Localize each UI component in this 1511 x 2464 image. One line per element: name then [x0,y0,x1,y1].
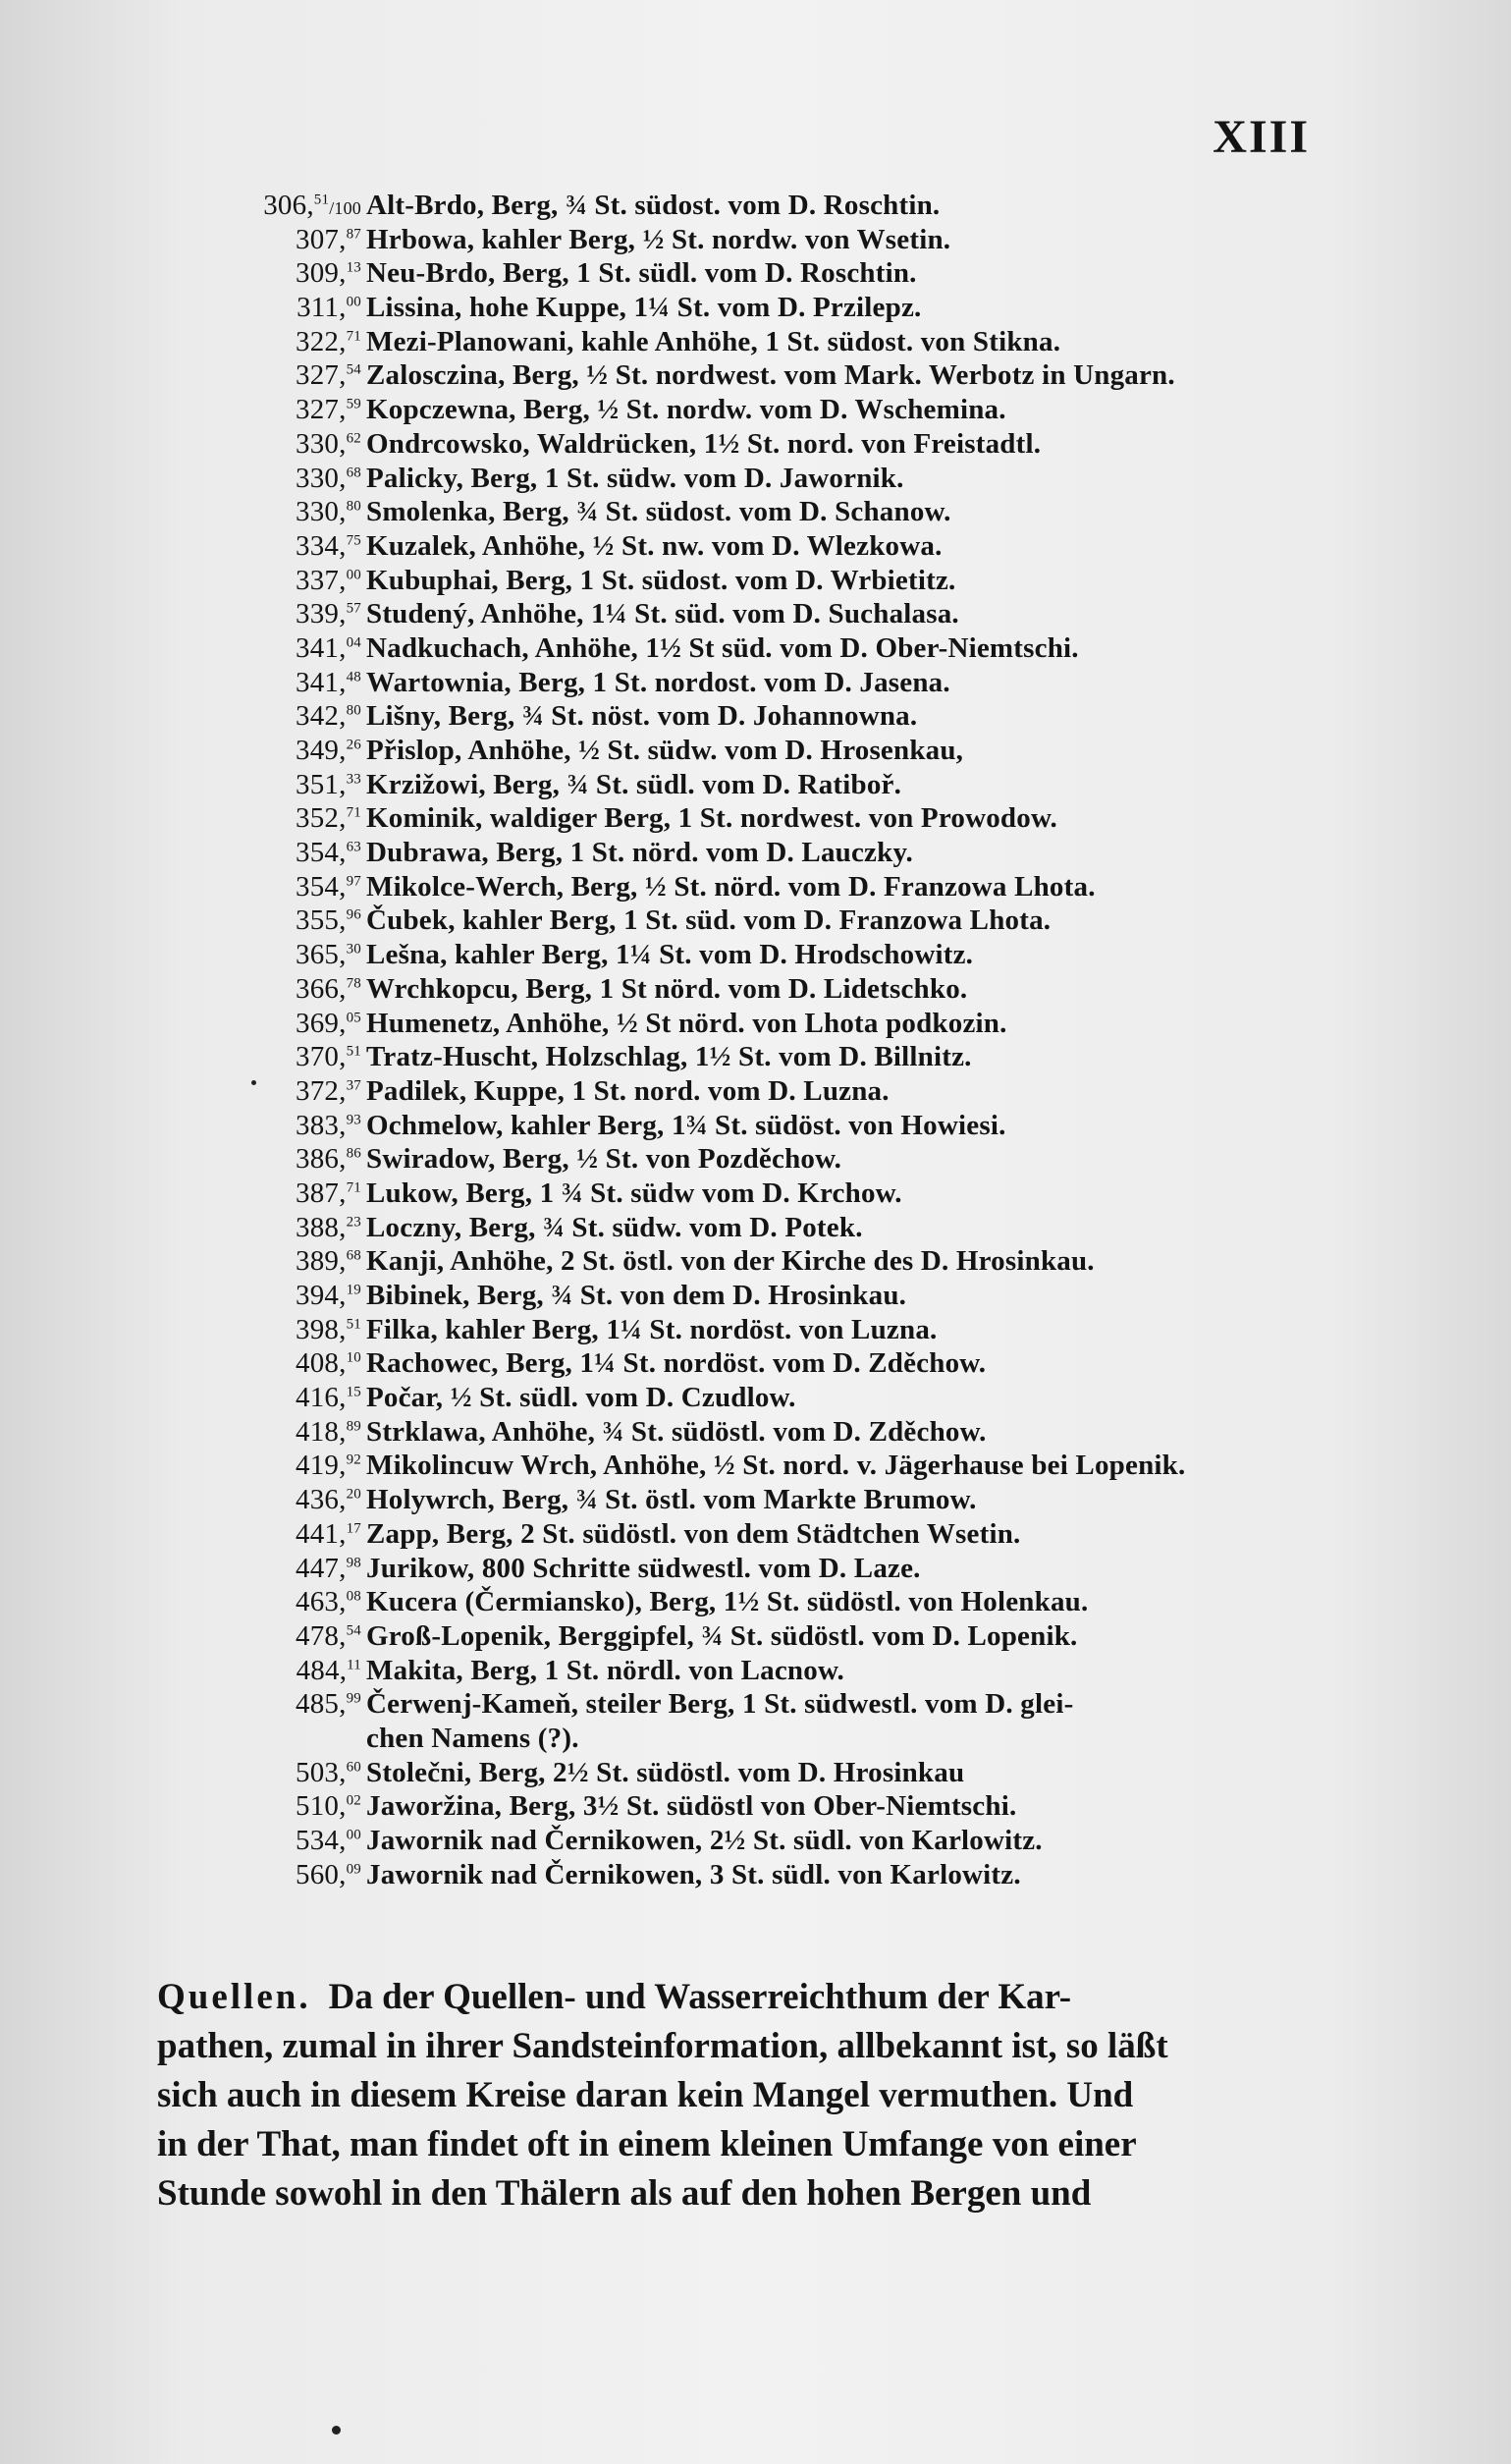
prose-line: in der That, man findet oft in einem kleinen Umfange von einer [157,2124,1137,2164]
mountain-description: Makita, Berg, 1 St. nördl. von Lacnow. [366,1654,844,1686]
height-entry [234,1585,1333,1619]
height-decimal: 54 [346,361,361,378]
height-value: 463,08 [296,1586,361,1618]
height-value: 370,51 [296,1041,361,1073]
prose-line-text: Da der Quellen- und Wasserreichthum der Kar- [328,1977,1072,2017]
mountain-description: Bibinek, Berg, ¾ St. von dem D. Hrosinkau. [366,1280,907,1311]
height-value: 369,05 [296,1007,361,1039]
height-value: 327,54 [296,359,361,392]
height-value: 416,15 [296,1382,361,1414]
ink-speck [332,2426,341,2435]
mountain-description: Zalosczina, Berg, ½ St. nordwest. vom Mark. Werbotz in Ungarn. [366,359,1175,392]
mountain-description: Jaworžina, Berg, 3½ St. südöstl von Ober-Niemtschi. [366,1790,1017,1823]
height-entry [234,870,1333,904]
height-value: 351,33 [296,768,361,800]
mountain-description: Alt-Brdo, Berg, ¾ St. südost. vom D. Roschtin. [366,190,941,221]
mountain-description: Dubrawa, Berg, 1 St. nörd. vom D. Lauczky. [366,837,914,869]
height-decimal: 78 [346,975,361,992]
height-value: 560,09 [296,1858,361,1890]
mountain-description: Ochmelow, kahler Berg, 1¾ St. südöst. von Howiesi. [366,1109,1006,1141]
mountain-description: Smolenka, Berg, ¾ St. südost. vom D. Schanow. [366,496,951,528]
mountain-description: Humenetz, Anhöhe, ½ St nörd. von Lhota podkozin. [366,1007,1007,1039]
mountain-description: Lešna, kahler Berg, 1¼ St. vom D. Hrodschowitz. [366,939,974,971]
height-value: 334,75 [296,529,361,562]
height-value: 484,11 [296,1654,361,1686]
mountain-description: Padilek, Kuppe, 1 St. nord. vom D. Luzna. [366,1074,890,1107]
height-decimal: 92 [346,1451,361,1468]
height-decimal: 00 [346,566,361,582]
prose-line: sich auch in diesem Kreise daran kein Mangel vermuthen. Und [157,2075,1134,2115]
height-decimal: 98 [346,1554,361,1570]
height-decimal: 63 [346,839,361,855]
height-decimal: 89 [346,1418,361,1435]
height-decimal: 05 [346,1009,361,1025]
height-list [234,189,1333,1891]
mountain-description: Mezi-Planowani, kahle Anhöhe, 1 St. südost. von Stikna. [366,325,1061,357]
mountain-description: Studený, Anhöhe, 1¼ St. süd. vom D. Suchalasa. [366,598,959,630]
height-entry [234,1824,1333,1858]
mountain-description: Lissina, hohe Kuppe, 1¼ St. vom D. Przilepz. [366,292,922,324]
height-decimal: 23 [346,1213,361,1230]
height-entry [234,189,1333,223]
height-decimal: 54 [346,1622,361,1639]
ink-speck [251,1080,256,1085]
height-value: 327,59 [296,394,361,426]
height-decimal: 09 [346,1861,361,1878]
height-value: 503,60 [296,1756,361,1788]
section-heading-quellen: Quellen. [157,1977,311,2017]
mountain-description: Čubek, kahler Berg, 1 St. süd. vom D. Franzowa Lhota. [366,904,1052,937]
prose-line [157,1973,1296,2022]
height-value: 388,23 [296,1211,361,1243]
mountain-description: Jurikow, 800 Schritte südwestl. vom D. Laze. [366,1552,921,1584]
height-decimal: 62 [346,430,361,447]
height-entry [234,256,1333,291]
height-entry [234,1074,1333,1109]
mountain-description: Kanji, Anhöhe, 2 St. östl. von der Kirche des D. Hrosinkau. [366,1245,1095,1278]
mountain-description: Kucera (Čermiansko), Berg, 1½ St. südöstl. von Holenkau. [366,1586,1089,1618]
height-entry [234,1654,1333,1688]
height-value: 394,19 [296,1280,361,1311]
height-value: 510,02 [296,1790,361,1823]
height-entry [234,325,1333,359]
height-entry [234,1722,1333,1756]
height-entry [234,1279,1333,1313]
height-entry [234,597,1333,631]
height-value: 342,80 [296,700,361,733]
height-decimal: 80 [346,498,361,515]
height-decimal: 10 [346,1349,361,1366]
height-value: 366,78 [296,972,361,1005]
height-decimal: 60 [346,1758,361,1775]
height-value: 311,00 [297,292,361,324]
height-value: 330,80 [296,496,361,528]
height-value: 339,57 [296,598,361,630]
height-decimal: 59 [346,396,361,412]
height-entry [234,291,1333,325]
height-value: 309,13 [296,257,361,290]
height-entry [234,462,1333,496]
height-decimal: 15 [346,1384,361,1400]
mountain-description: Hrbowa, kahler Berg, ½ St. nordw. von Wsetin. [366,223,951,255]
height-entry [234,427,1333,462]
height-value: 485,99 [296,1688,361,1721]
height-entry [234,1449,1333,1483]
mountain-description: Ondrcowsko, Waldrücken, 1½ St. nord. von Freistadtl. [366,427,1042,460]
mountain-description: Kubuphai, Berg, 1 St. südost. vom D. Wrbietitz. [366,564,956,596]
mountain-description: Tratz-Huscht, Holzschlag, 1½ St. vom D. Billnitz. [366,1041,972,1073]
mountain-description: Stolečni, Berg, 2½ St. südöstl. vom D. Hrosinkau [366,1756,965,1788]
height-entry [234,938,1333,972]
mountain-description: Jawornik nad Černikowen, 2½ St. südl. von Karlowitz. [366,1825,1043,1856]
height-entry [234,564,1333,598]
height-entry [234,1313,1333,1347]
mountain-description: Mikolincuw Wrch, Anhöhe, ½ St. nord. v. Jägerhause bei Lopenik. [366,1450,1186,1482]
height-decimal: 57 [346,600,361,617]
height-decimal: 37 [346,1077,361,1094]
mountain-description: Wrchkopcu, Berg, 1 St nörd. vom D. Lidetschko. [366,972,968,1005]
height-decimal: 87 [346,226,361,243]
height-value: 387,71 [296,1177,361,1209]
height-entry [234,1381,1333,1415]
height-entry [234,836,1333,870]
mountain-description: Kominik, waldiger Berg, 1 St. nordwest. von Prowodow. [366,802,1057,835]
mountain-description: Lukow, Berg, 1 ¾ St. südw vom D. Krchow. [366,1177,902,1209]
height-decimal: 26 [346,737,361,753]
height-entry [234,393,1333,427]
height-entry [234,1552,1333,1586]
height-decimal: 00 [346,294,361,310]
mountain-description: Neu-Brdo, Berg, 1 St. südl. vom D. Roschtin. [366,257,917,290]
height-entry [234,1756,1333,1790]
height-value: 354,97 [296,870,361,903]
height-decimal: 51 [346,1043,361,1060]
height-value: 349,26 [296,735,361,766]
height-entry [234,1211,1333,1245]
height-entry [234,358,1333,393]
height-entry [234,1687,1333,1722]
height-entry [234,1619,1333,1654]
height-entry [234,903,1333,938]
height-decimal: 86 [346,1145,361,1162]
height-decimal: 17 [346,1520,361,1537]
height-value: 330,62 [296,427,361,460]
mountain-description: Strklawa, Anhöhe, ¾ St. südöstl. vom D. Zděchow. [366,1415,987,1448]
height-decimal: 96 [346,906,361,923]
mountain-description: Wartownia, Berg, 1 St. nordost. vom D. Jasena. [366,666,950,698]
height-value: 389,68 [296,1245,361,1278]
height-decimal: 71 [346,804,361,821]
height-entry [234,1415,1333,1450]
height-decimal: 51 [313,192,330,208]
mountain-description: Zapp, Berg, 2 St. südöstl. von dem Städtchen Wsetin. [366,1517,1021,1550]
height-decimal: 71 [346,328,361,345]
height-entry [234,529,1333,564]
height-value: 447,98 [296,1552,361,1584]
height-entry [234,734,1333,768]
mountain-description: Holywrch, Berg, ¾ St. östl. vom Markte Brumow. [366,1484,977,1516]
height-value: 306,51/100 [263,190,361,221]
height-entry [234,666,1333,700]
height-entry [234,801,1333,836]
mountain-description: Rachowec, Berg, 1¼ St. nordöst. vom D. Zděchow. [366,1347,987,1380]
height-decimal: 08 [346,1588,361,1605]
height-value: 418,89 [296,1415,361,1448]
height-entry [234,1109,1333,1143]
mountain-description: Krzižowi, Berg, ¾ St. südl. vom D. Ratiboř. [366,768,902,800]
height-value: 372,37 [296,1074,361,1107]
height-entry [234,1040,1333,1074]
height-decimal: 68 [346,1247,361,1264]
prose-line: pathen, zumal in ihrer Sandsteinformation, allbekannt ist, so läßt [157,2026,1168,2066]
prose-line: Stunde sowohl in den Thälern als auf den hohen Bergen und [157,2173,1092,2214]
mountain-description: Jawornik nad Černikowen, 3 St. südl. von Karlowitz. [366,1858,1021,1890]
height-value: 365,30 [296,939,361,971]
height-entry [234,223,1333,257]
height-entry [234,1244,1333,1279]
height-entry [234,1858,1333,1892]
mountain-description: Palicky, Berg, 1 St. südw. vom D. Jawornik. [366,462,904,494]
mountain-description: Swiradow, Berg, ½ St. von Pozděchow. [366,1143,842,1176]
height-decimal: 75 [346,532,361,549]
height-entry [234,631,1333,666]
height-decimal: 68 [346,464,361,480]
height-value: 478,54 [296,1619,361,1652]
height-entry [234,1142,1333,1177]
prose-paragraph [157,1973,1296,2218]
height-value: 352,71 [296,802,361,835]
height-decimal: 11 [347,1656,361,1672]
mountain-description: Čerwenj-Kameň, steiler Berg, 1 St. südwestl. vom D. glei- [366,1688,1074,1721]
mountain-description: chen Namens (?). [366,1722,579,1754]
height-entry [234,768,1333,802]
height-entry [234,1483,1333,1517]
height-entry [234,699,1333,734]
height-entry [234,1346,1333,1381]
mountain-description: Přislop, Anhöhe, ½ St. südw. vom D. Hrosenkau, [366,735,964,766]
height-decimal: 00 [346,1827,361,1843]
height-decimal: 51 [346,1316,361,1333]
height-value: 307,87 [296,223,361,255]
height-value: 341,48 [296,666,361,698]
height-entry [234,1517,1333,1552]
mountain-description: Kopczewna, Berg, ½ St. nordw. vom D. Wschemina. [366,394,1006,426]
height-decimal: 13 [346,259,361,276]
page-number: XIII [1213,111,1310,163]
height-value: 408,10 [296,1347,361,1380]
height-decimal: 93 [346,1111,361,1127]
height-value: 322,71 [296,325,361,357]
height-value: 436,20 [296,1484,361,1516]
height-decimal: 71 [346,1179,361,1196]
height-value: 398,51 [296,1313,361,1345]
mountain-description: Kuzalek, Anhöhe, ½ St. nw. vom D. Wlezkowa. [366,529,943,562]
height-fraction: /100 [329,198,361,218]
height-decimal: 99 [346,1690,361,1707]
height-value: 419,92 [296,1450,361,1482]
height-value: 383,93 [296,1109,361,1141]
mountain-description: Loczny, Berg, ¾ St. südw. vom D. Potek. [366,1211,863,1243]
height-decimal: 20 [346,1486,361,1503]
height-value: 337,00 [296,564,361,596]
height-decimal: 30 [346,941,361,958]
height-value: 341,04 [296,631,361,664]
mountain-description: Počar, ½ St. südl. vom D. Czudlow. [366,1382,796,1414]
mountain-description: Lišny, Berg, ¾ St. nöst. vom D. Johannowna. [366,700,918,733]
height-decimal: 80 [346,702,361,719]
height-entry [234,1177,1333,1211]
height-decimal: 33 [346,771,361,788]
height-decimal: 48 [346,668,361,684]
height-decimal: 97 [346,873,361,890]
mountain-description: Filka, kahler Berg, 1¼ St. nordöst. von Luzna. [366,1313,938,1345]
height-decimal: 19 [346,1282,361,1298]
height-entry [234,495,1333,529]
height-value: 354,63 [296,837,361,869]
height-entry [234,1789,1333,1824]
height-entry [234,1007,1333,1041]
height-value: 534,00 [296,1825,361,1856]
mountain-description: Groß-Lopenik, Berggipfel, ¾ St. südöstl. vom D. Lopenik. [366,1619,1078,1652]
height-decimal: 02 [346,1792,361,1809]
height-value: 386,86 [296,1143,361,1176]
height-decimal: 04 [346,634,361,651]
height-value: 330,68 [296,462,361,494]
mountain-description: Nadkuchach, Anhöhe, 1½ St süd. vom D. Ober-Niemtschi. [366,631,1079,664]
height-entry [234,972,1333,1007]
height-value: 441,17 [296,1517,361,1550]
mountain-description: Mikolce-Werch, Berg, ½ St. nörd. vom D. Franzowa Lhota. [366,870,1096,903]
height-value: 355,96 [296,904,361,937]
